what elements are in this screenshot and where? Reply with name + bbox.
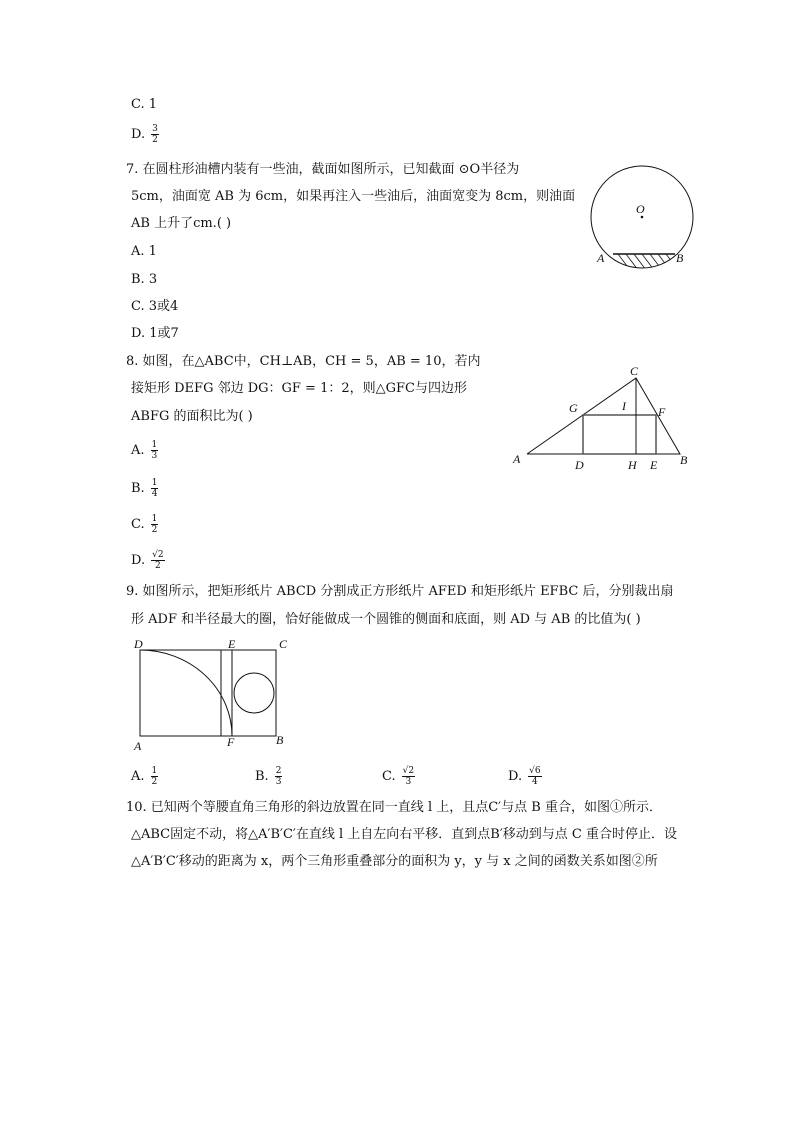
numerator: √6 — [529, 766, 541, 776]
denominator: 3 — [405, 777, 412, 787]
label-e: E — [650, 458, 658, 472]
q10-line: △A′B′C′移动的距离为 x，两个三角形重叠部分的面积为 y，y 与 x 之间的函数关系如图②所 — [131, 854, 658, 869]
q6-option-c: C. 1 — [131, 97, 158, 112]
q7-option: C. 3或4 — [131, 299, 179, 314]
q8-line: 接矩形 DEFG 邻边 DG：GF = 1：2，则△GFC与四边形 — [131, 381, 467, 396]
option-label: C. — [131, 517, 145, 532]
label-h: H — [628, 458, 637, 472]
label-a: A — [597, 251, 605, 265]
label-b: B — [276, 733, 284, 747]
denominator: 2 — [151, 525, 158, 535]
option-label: A. — [131, 443, 145, 458]
q8-line: ABFG 的面积比为( ) — [131, 409, 253, 424]
q9-line: 9. 如图所示，把矩形纸片 ABCD 分割成正方形纸片 AFED 和矩形纸片 EFBC 后，分别裁出扇 — [126, 584, 674, 599]
q9-option-c — [382, 766, 415, 787]
fraction — [275, 766, 283, 787]
label-f: F — [658, 405, 666, 419]
numerator: 1 — [151, 766, 158, 776]
option-label: D. — [508, 769, 523, 784]
label-d: D — [134, 637, 143, 651]
option-label: B. — [255, 769, 269, 784]
label-e: E — [228, 637, 236, 651]
numerator: 1 — [151, 478, 158, 488]
q10-line: 10. 已知两个等腰直角三角形的斜边放置在同一直线 l 上，且点C′与点 B 重合，如图①所示． — [126, 800, 662, 815]
numerator: 1 — [151, 440, 158, 450]
denominator: 4 — [531, 777, 538, 787]
numerator: 3 — [152, 124, 158, 134]
q10-line: △ABC固定不动，将△A′B′C′在直线 l 上自左向右平移．直到点B′移动到与点 C 重合时停止．设 — [131, 827, 678, 842]
label-b: B — [680, 453, 688, 467]
q7-line: AB 上升了cm.( ) — [131, 216, 232, 231]
denominator: 3 — [151, 451, 158, 461]
label-o: O — [636, 202, 645, 216]
q9-option-a — [131, 766, 158, 787]
label-i: I — [622, 399, 626, 413]
label-b: B — [676, 251, 684, 265]
numerator: 1 — [151, 514, 158, 524]
option-label: D. — [131, 127, 146, 142]
q9-line: 形 ADF 和半径最大的圈，恰好能做成一个圆锥的侧面和底面，则 AD 与 AB 的比值为( ) — [131, 612, 641, 627]
q7-line: 7. 在圆柱形油槽内装有一些油，截面如图所示，已知截面 ⊙O半径为 — [126, 162, 520, 177]
denominator: 2 — [152, 135, 158, 145]
q8-line: 8. 如图，在△ABC中，CH⊥AB，CH = 5，AB = 10，若内 — [126, 354, 481, 369]
label-d: D — [575, 458, 584, 472]
q7-option: D. 1或7 — [131, 326, 179, 341]
label-f: F — [227, 735, 235, 749]
numerator: √2 — [152, 550, 164, 560]
fraction — [528, 766, 541, 787]
label-a: A — [134, 739, 142, 753]
denominator: 4 — [151, 489, 158, 499]
numerator: 2 — [275, 766, 282, 776]
q7-line: 5cm，油面宽 AB 为 6cm，如果再注入一些油后，油面宽变为 8cm，则油面 — [131, 189, 576, 204]
q9-option-b — [255, 766, 282, 787]
q7-option: A. 1 — [131, 244, 157, 259]
option-label: D. — [131, 553, 146, 568]
option-label: C. — [382, 769, 396, 784]
numerator: √2 — [402, 766, 415, 776]
q7-option: B. 3 — [131, 272, 158, 287]
q9-option-d — [508, 766, 542, 787]
fraction — [402, 766, 415, 787]
label-c: C — [630, 364, 639, 378]
label-g: G — [569, 401, 578, 415]
label-c: C — [279, 637, 288, 651]
denominator: 2 — [151, 777, 158, 787]
label-a: A — [513, 452, 521, 466]
denominator: 3 — [275, 777, 282, 787]
denominator: 2 — [154, 561, 161, 571]
option-label: B. — [131, 481, 145, 496]
option-label: A. — [131, 769, 145, 784]
fraction — [151, 766, 159, 787]
